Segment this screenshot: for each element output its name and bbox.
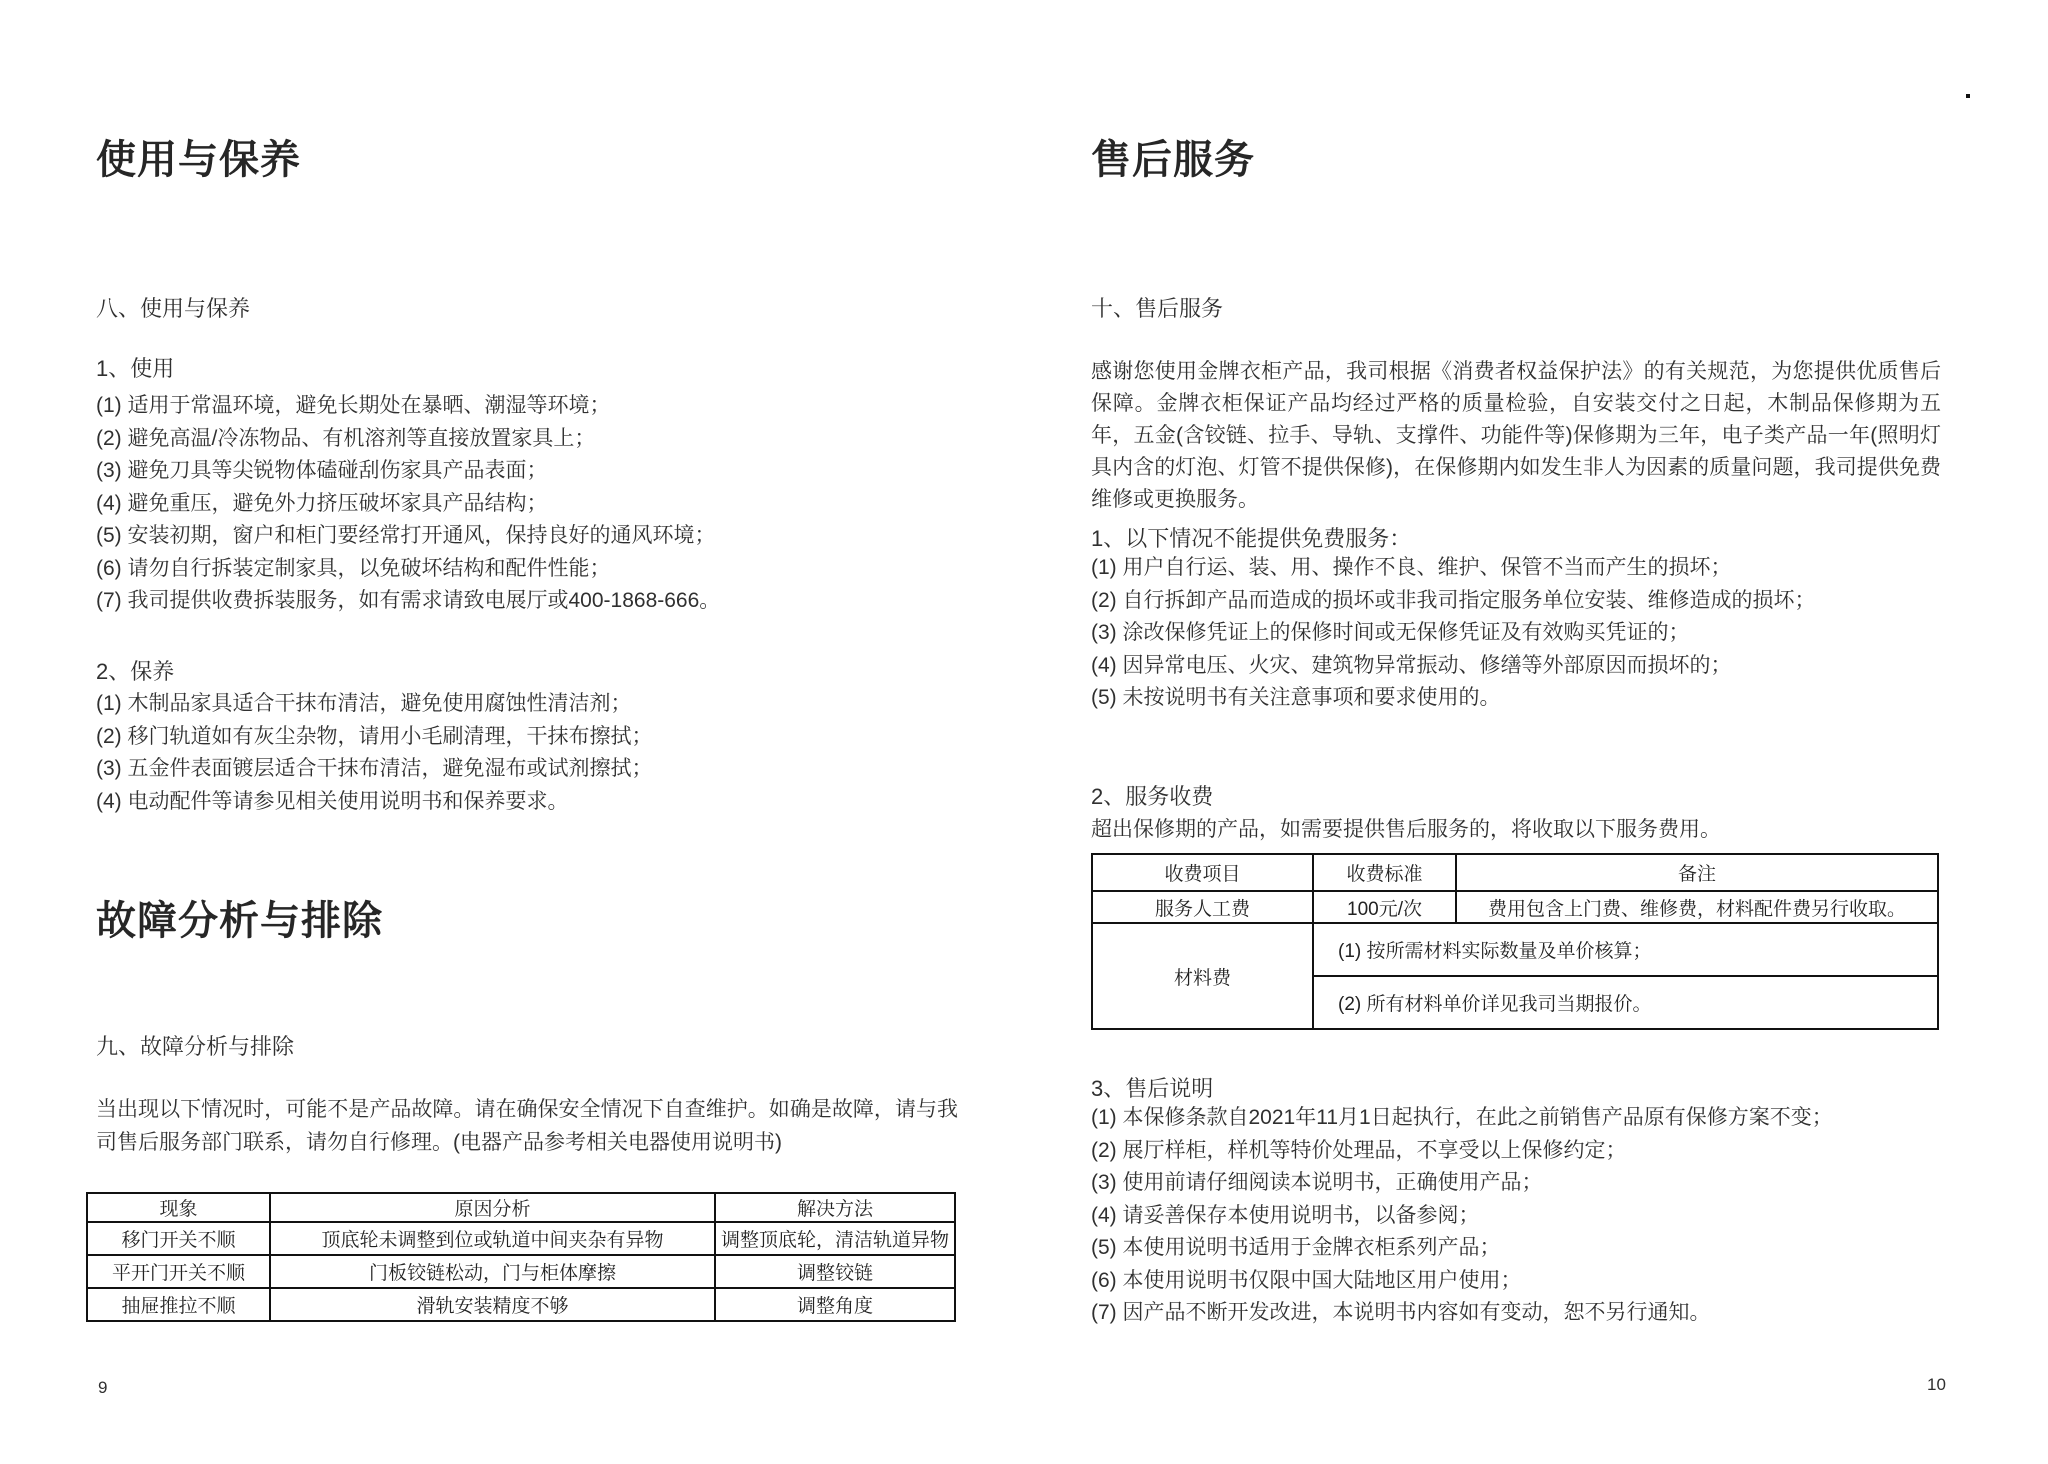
table-row bbox=[1092, 891, 1938, 923]
fault-intro-paragraph: 当出现以下情况时，可能不是产品故障。请在确保安全情况下自查维护。如确是故障，请与我司售后服务部门联系，请勿自行修理。(电器产品参考相关电器使用说明书) bbox=[96, 1098, 958, 1154]
list-item: (4) 请妥善保存本使用说明书，以备参阅； bbox=[1091, 1203, 1480, 1227]
free-service-items-list bbox=[1091, 552, 1816, 715]
care-items-list bbox=[96, 688, 653, 818]
list-item: (6) 请勿自行拆装定制家具，以免破坏结构和配件性能； bbox=[96, 556, 611, 580]
list-item: (7) 因产品不断开发改进，本说明书内容如有变动，恕不另行通知。 bbox=[1091, 1301, 1711, 1324]
table-cell-material-label: 材料费 bbox=[1092, 923, 1313, 1029]
table-header-cell: 备注 bbox=[1456, 854, 1938, 891]
list-item: (5) 未按说明书有关注意事项和要求使用的。 bbox=[1091, 686, 1501, 709]
table-cell: 费用包含上门费、维修费，材料配件费另行收取。 bbox=[1456, 891, 1938, 923]
table-cell: (1) 按所需材料实际数量及单价核算； bbox=[1313, 923, 1938, 976]
table-cell: 调整顶底轮，清洁轨道异物 bbox=[715, 1222, 955, 1255]
list-item: (3) 避免刀具等尖锐物体磕碰刮伤家具产品表面； bbox=[96, 459, 548, 482]
table-cell: 服务人工费 bbox=[1092, 891, 1313, 923]
page-use-and-care bbox=[86, 0, 958, 1464]
table-cell: 顶底轮未调整到位或轨道中间夹杂有异物 bbox=[270, 1222, 715, 1255]
subheading-service-fee: 2、服务收费 bbox=[1091, 784, 1214, 809]
subheading-after-sales-notes: 3、售后说明 bbox=[1091, 1076, 1214, 1101]
table-cell: 调整铰链 bbox=[715, 1255, 955, 1288]
page-number-left: 9 bbox=[98, 1378, 108, 1397]
table-header-cell: 收费项目 bbox=[1092, 854, 1313, 891]
table-row bbox=[87, 1222, 955, 1255]
table-header-row bbox=[87, 1193, 955, 1222]
list-item: (1) 适用于常温环境，避免长期处在暴晒、潮湿等环境； bbox=[96, 394, 611, 417]
table-cell: 平开门开关不顺 bbox=[87, 1255, 270, 1288]
page-number-right: 10 bbox=[1927, 1375, 1946, 1394]
list-item: (2) 自行拆卸产品而造成的损坏或非我司指定服务单位安装、维修造成的损坏； bbox=[1091, 588, 1816, 612]
table-header-cell: 解决方法 bbox=[715, 1193, 955, 1222]
table-cell: 调整角度 bbox=[715, 1288, 955, 1321]
list-item: (2) 避免高温/冷冻物品、有机溶剂等直接放置家具上； bbox=[96, 426, 596, 450]
service-fee-table bbox=[1091, 853, 1939, 1030]
table-row bbox=[87, 1255, 955, 1288]
after-sales-intro-paragraph: 感谢您使用金牌衣柜产品，我司根据《消费者权益保护法》的有关规范，为您提供优质售后保障。金牌衣柜保证产品均经过严格的质量检验，自安装交付之日起，木制品保修期为五年，五金(含铰链、拉手、导轨、支撑件、功能件等)保修期为三年，电子类产品一年(照明灯具内含的灯泡、灯管不提供保修)，在保修期内如发生非人为因素的质量问题，我司提供免费维修或更换服务。 bbox=[1091, 360, 1941, 511]
section-heading-fault: 九、故障分析与排除 bbox=[96, 1034, 295, 1059]
table-cell: 移门开关不顺 bbox=[87, 1222, 270, 1255]
list-item: (1) 木制品家具适合干抹布清洁，避免使用腐蚀性清洁剂； bbox=[96, 692, 632, 715]
list-item: (1) 用户自行运、装、用、操作不良、维护、保管不当而产生的损坏； bbox=[1091, 556, 1732, 579]
subheading-care: 2、保养 bbox=[96, 659, 175, 684]
section-heading-after-sales: 十、售后服务 bbox=[1091, 296, 1224, 321]
page-title-after-sales: 售后服务 bbox=[1091, 138, 1255, 182]
section-heading-use-care: 八、使用与保养 bbox=[96, 296, 251, 321]
table-cell: 100元/次 bbox=[1313, 891, 1456, 923]
table-row bbox=[87, 1288, 955, 1321]
table-header-row bbox=[1092, 854, 1938, 891]
list-item: (4) 避免重压，避免外力挤压破坏家具产品结构； bbox=[96, 491, 548, 515]
table-cell: (2) 所有材料单价详见我司当期报价。 bbox=[1313, 976, 1938, 1029]
after-sales-notes-list bbox=[1091, 1102, 1833, 1330]
list-item: (4) 电动配件等请参见相关使用说明书和保养要求。 bbox=[96, 789, 569, 813]
service-fee-intro: 超出保修期的产品，如需要提供售后服务的，将收取以下服务费用。 bbox=[1091, 818, 1721, 841]
table-header-cell: 现象 bbox=[87, 1193, 270, 1222]
list-item: (3) 使用前请仔细阅读本说明书，正确使用产品； bbox=[1091, 1171, 1543, 1194]
list-item: (3) 涂改保修凭证上的保修时间或无保修凭证及有效购买凭证的； bbox=[1091, 621, 1690, 644]
page-title-use-care: 使用与保养 bbox=[96, 138, 301, 182]
table-row bbox=[1092, 923, 1938, 976]
list-item: (5) 安装初期，窗户和柜门要经常打开通风，保持良好的通风环境； bbox=[96, 524, 716, 547]
table-header-cell: 原因分析 bbox=[270, 1193, 715, 1222]
subheading-use: 1、使用 bbox=[96, 356, 175, 381]
list-item: (4) 因异常电压、火灾、建筑物异常振动、修缮等外部原因而损坏的； bbox=[1091, 653, 1732, 677]
list-item: (7) 我司提供收费拆装服务，如有需求请致电展厅或400-1868-666。 bbox=[96, 589, 721, 612]
page-title-fault-analysis: 故障分析与排除 bbox=[96, 899, 383, 943]
list-item: (1) 本保修条款自2021年11月1日起执行，在此之前销售产品原有保修方案不变； bbox=[1091, 1106, 1833, 1129]
list-item: (3) 五金件表面镀层适合干抹布清洁，避免湿布或试剂擦拭； bbox=[96, 757, 653, 780]
use-items-list bbox=[96, 390, 720, 618]
page-after-sales-service bbox=[1091, 0, 1946, 1464]
table-cell: 抽屉推拉不顺 bbox=[87, 1288, 270, 1321]
list-item: (2) 移门轨道如有灰尘杂物，请用小毛刷清理，干抹布擦拭； bbox=[96, 724, 653, 748]
list-item: (6) 本使用说明书仅限中国大陆地区用户使用； bbox=[1091, 1268, 1522, 1292]
list-item: (5) 本使用说明书适用于金牌衣柜系列产品； bbox=[1091, 1236, 1501, 1259]
table-header-cell: 收费标准 bbox=[1313, 854, 1456, 891]
list-item: (2) 展厅样柜，样机等特价处理品，不享受以上保修约定； bbox=[1091, 1138, 1627, 1162]
fault-analysis-table bbox=[86, 1192, 956, 1322]
table-cell: 滑轨安装精度不够 bbox=[270, 1288, 715, 1321]
corner-dot bbox=[1966, 94, 1970, 98]
subheading-free-service: 1、以下情况不能提供免费服务： bbox=[1091, 526, 1412, 551]
table-cell: 门板铰链松动，门与柜体摩擦 bbox=[270, 1255, 715, 1288]
